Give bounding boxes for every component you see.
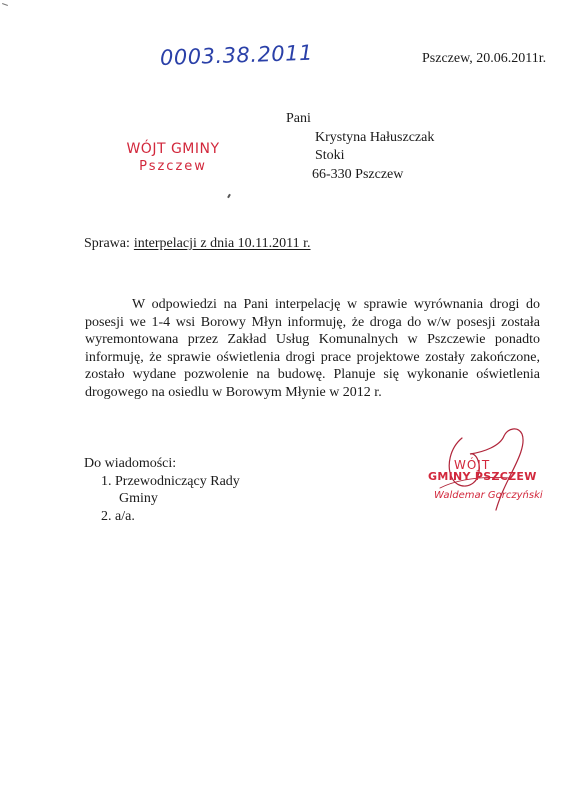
issuer-stamp-title: WÓJT GMINY (126, 141, 220, 157)
issuer-stamp-place: Pszczew (139, 159, 207, 174)
recipient-salutation: Pani (286, 111, 311, 126)
place-date: Pszczew, 20.06.2011r. (422, 51, 547, 66)
letter-body: W odpowiedzi na Pani interpelację w sprawie wyrównania drogi do posesji we 1-4 wsi Borowy Młyn informuję, że droga do w/w posesji została wyremontowana przez Zakład Usług Komunalnych w Pszczewie ponadto informuję, że sprawie oświetlenia drogi prace projektowe zostały zakończone, zostało wydane pozwolenie na budowę. Planuje się wykonanie oświetlenia drogowego na osiedlu w Borowym Młynie w 2012 r. (85, 297, 540, 400)
issuer-stamp (108, 140, 238, 176)
scan-speck (227, 194, 231, 198)
signature-stamp-name: Waldemar Gorczyński (434, 490, 543, 501)
subject-text: interpelacji z dnia 10.11.2011 r. (133, 236, 311, 251)
subject-label: Sprawa: (84, 236, 130, 251)
recipient-postal-code: 66-330 Pszczew (312, 166, 404, 182)
distribution-item-2: 2. a/a. (101, 508, 135, 524)
recipient-address (286, 110, 434, 184)
distribution-item-1-continued: Gminy (119, 491, 158, 506)
recipient-name: Krystyna Hałuszczak (315, 129, 435, 145)
signature-stamp-title: WÓJT (454, 458, 491, 472)
corner-mark (2, 3, 8, 6)
distribution-heading: Do wiadomości: (84, 456, 177, 471)
distribution-list (84, 455, 240, 525)
subject-line (84, 236, 311, 252)
handwritten-reference-number: 0003.38.2011 (159, 40, 314, 70)
signature-stamp-office: GMINY PSZCZEW (428, 470, 537, 483)
recipient-locality: Stoki (315, 148, 345, 163)
distribution-item-1: 1. Przewodniczący Rady (101, 473, 240, 489)
